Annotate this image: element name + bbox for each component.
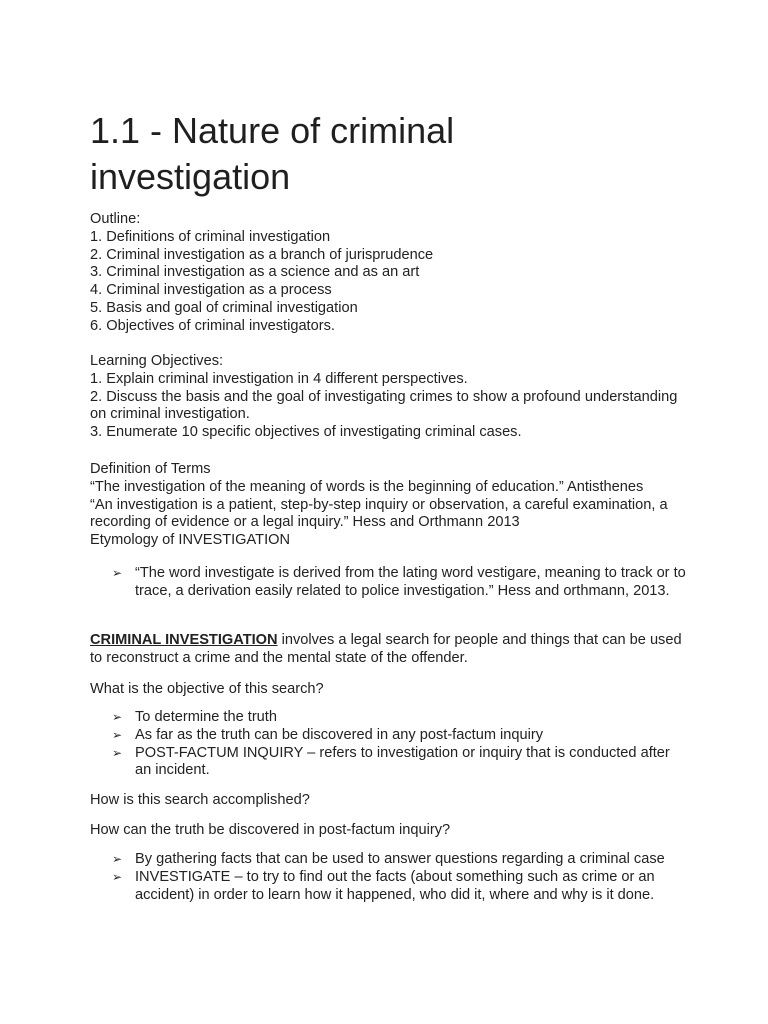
bullet-text: By gathering facts that can be used to answer questions regarding a criminal case: [135, 851, 665, 867]
bullet-text: As far as the truth can be discovered in any post-factum inquiry: [135, 726, 544, 743]
bullet-text: “The word investigate is derived from the lating word vestigare, meaning to track or to trace, a derivation easily related to police investigation.” Hess and orthmann, 2013.: [135, 565, 686, 599]
criminal-investigation-text: involves a legal search for people and things that can be used to reconstruct a crime and the mental state of the offender.: [90, 632, 682, 666]
arrow-bullet-icon: ➢: [112, 566, 123, 580]
outline-heading: Outline:: [90, 211, 141, 227]
list-item: [90, 727, 690, 745]
outline-item: 1. Definitions of criminal investigation: [90, 228, 331, 245]
criminal-investigation-term: CRIMINAL INVESTIGATION: [90, 632, 278, 648]
list-item: [90, 709, 690, 727]
bullet-text: To determine the truth: [135, 709, 277, 725]
list-item: [90, 851, 690, 869]
list-item: [90, 745, 690, 781]
arrow-bullet-icon: ➢: [112, 869, 123, 884]
criminal-investigation-definition: [90, 632, 690, 668]
learning-objectives-heading: Learning Objectives:: [90, 353, 224, 369]
etymology-heading: Etymology of INVESTIGATION: [90, 532, 291, 549]
definition-of-terms-section: [90, 461, 690, 550]
question-truth: How can the truth be discovered in post-factum inquiry?: [90, 822, 451, 838]
outline-section: [90, 211, 690, 336]
outline-item: 6. Objectives of criminal investigators.: [90, 317, 335, 334]
outline-item: 4. Criminal investigation as a process: [90, 282, 332, 299]
quote-hess-orthmann: “An investigation is a patient, step-by-step inquiry or observation, a careful examination, a recording of evidence or a legal inquiry.” Hess and Orthmann 2013: [90, 496, 668, 531]
page-title: 1.1 - Nature of criminal investigation: [90, 110, 455, 197]
learning-objective-item: 3. Enumerate 10 specific objectives of investigating criminal cases.: [90, 424, 522, 441]
bullet-text: POST-FACTUM INQUIRY – refers to investigation or inquiry that is conducted after an incident.: [135, 744, 670, 779]
learning-objective-item: 1. Explain criminal investigation in 4 different perspectives.: [90, 370, 468, 387]
learning-objective-item: 2. Discuss the basis and the goal of investigating crimes to show a profound understanding on criminal investigation.: [90, 388, 678, 423]
etymology-bullet-list: [90, 565, 690, 601]
arrow-bullet-icon: ➢: [112, 710, 123, 724]
quote-antisthenes: “The investigation of the meaning of words is the beginning of education.” Antisthenes: [90, 478, 644, 495]
truth-bullet-list: [90, 851, 690, 904]
bullet-text: INVESTIGATE – to try to find out the facts (about something such as crime or an accident) in order to learn how it happened, who did it, where and why is it done.: [135, 868, 655, 903]
arrow-bullet-icon: ➢: [112, 727, 123, 742]
outline-item: 5. Basis and goal of criminal investigation: [90, 299, 358, 316]
learning-objectives-section: [90, 353, 690, 442]
list-item: [90, 869, 690, 905]
objective-bullet-list: [90, 709, 690, 780]
arrow-bullet-icon: ➢: [112, 745, 123, 760]
question-how: How is this search accomplished?: [90, 792, 310, 808]
list-item: [90, 565, 690, 601]
definition-heading: Definition of Terms: [90, 461, 211, 477]
arrow-bullet-icon: ➢: [112, 852, 123, 866]
outline-item: 2. Criminal investigation as a branch of jurisprudence: [90, 246, 434, 263]
outline-item: 3. Criminal investigation as a science and as an art: [90, 264, 420, 281]
question-objective: What is the objective of this search?: [90, 681, 324, 697]
